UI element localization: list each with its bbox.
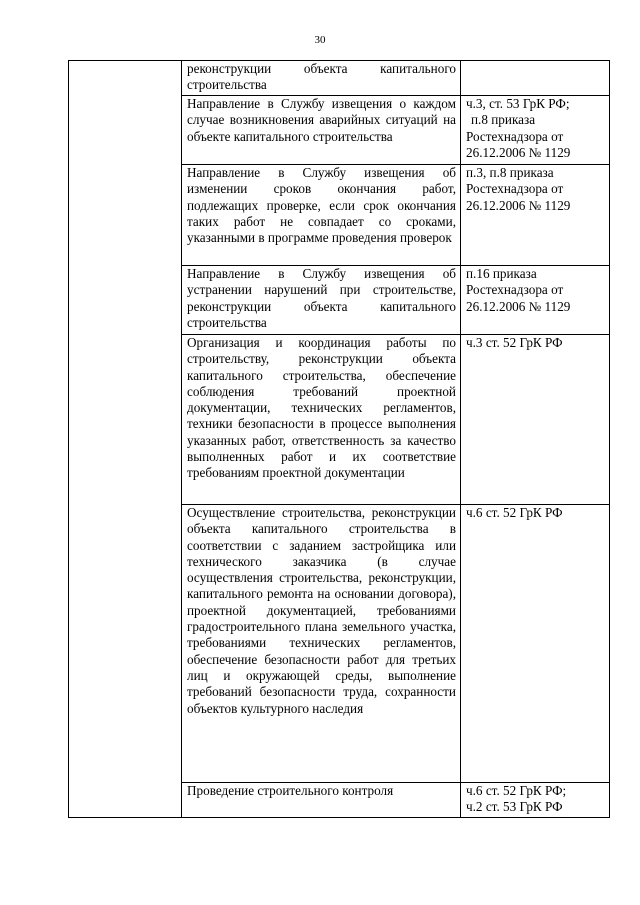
reference-cell: [461, 505, 610, 783]
reference-line: ч.3, ст. 53 ГрК РФ;: [466, 96, 570, 111]
description-cell: Организация и координация работы по строительству, реконструкции объекта капитального строительства, обеспечение соблюдения требований проектной документации, технических регламентов, техники безопасности в процессе выполнения указанных работ, ответственность за качество выполненных работ и их соответствие требованиям проектной документации: [182, 335, 461, 505]
reference-line: ч.6 ст. 52 ГрК РФ;: [466, 783, 567, 798]
reference-line: ч.3 ст. 52 ГрК РФ: [466, 335, 563, 350]
reference-line: 26.12.2006 № 1129: [466, 144, 571, 160]
reference-line: Ростехнадзора от: [466, 181, 564, 197]
description-cell: Направление в Службу извещения о каждом случае возникновения аварийных ситуаций на объекте капитального строительства: [182, 96, 461, 165]
reference-cell: [461, 165, 610, 266]
page-number: 30: [314, 34, 326, 46]
reference-line: п.3, п.8 приказа: [466, 165, 554, 180]
description-cell: Проведение строительного контроля: [182, 783, 461, 818]
reference-line: п.8 приказа: [471, 112, 536, 128]
table-body: [69, 61, 610, 818]
reference-line: Ростехнадзора от: [466, 282, 564, 298]
table-row: [69, 61, 610, 96]
reference-cell: [461, 61, 610, 96]
reference-line: 26.12.2006 № 1129: [466, 298, 571, 314]
reference-line: ч.2 ст. 53 ГрК РФ: [466, 799, 563, 815]
description-cell: Направление в Службу извещения об изменении сроков окончания работ, подлежащих проверке, если срок окончания таких работ не совпадает со сроками, указанными в программе проведения проверок: [182, 165, 461, 266]
reference-line: Ростехнадзора от: [466, 128, 564, 144]
description-cell: Направление в Службу извещения об устранении нарушений при строительстве, реконструкции объекта капитального строительства: [182, 266, 461, 335]
reference-cell: [461, 783, 610, 818]
reference-line: ч.6 ст. 52 ГрК РФ: [466, 505, 563, 520]
description-cell: Осуществление строительства, реконструкции объекта капитального строительства в соответствии с заданием застройщика или технического заказчика (в случае осуществления строительства, реконструкции, капитального ремонта на основании договора), проектной документацией, требованиями градостроительного плана земельного участка, требованиями технических регламентов, обеспечение безопасности работ для третьих лиц и окружающей среды, выполнение требований безопасности труда, сохранности объектов культурного наследия: [182, 505, 461, 783]
empty-cell: [69, 61, 182, 818]
reference-line: 26.12.2006 № 1129: [466, 197, 571, 213]
requirements-table: [68, 60, 610, 818]
reference-line: п.16 приказа: [466, 266, 537, 281]
description-cell: реконструкции объекта капитального строительства: [182, 61, 461, 96]
reference-cell: [461, 266, 610, 335]
reference-cell: [461, 335, 610, 505]
reference-cell: [461, 96, 610, 165]
